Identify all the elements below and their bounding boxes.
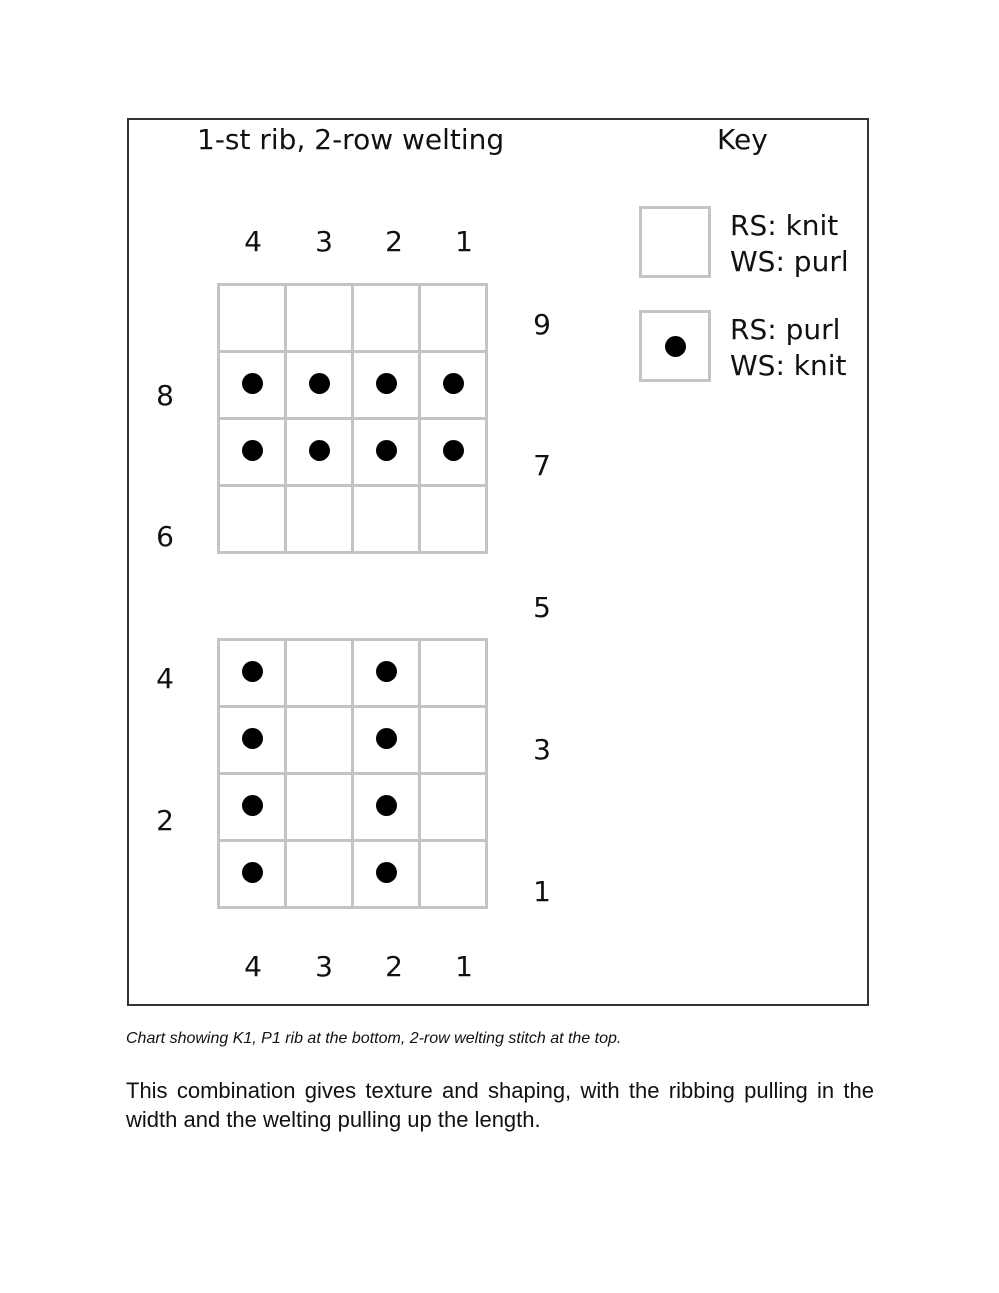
chart-row <box>219 285 487 352</box>
purl-stitch-cell <box>219 841 286 908</box>
knit-stitch-cell <box>219 486 286 553</box>
knit-stitch-cell <box>286 774 353 841</box>
purl-stitch-cell <box>420 352 487 419</box>
purl-dot-icon <box>242 795 263 816</box>
row-number-left: 4 <box>156 662 174 695</box>
knit-stitch-cell <box>420 640 487 707</box>
purl-dot-icon <box>242 661 263 682</box>
row-number-right: 3 <box>533 733 551 766</box>
knit-stitch-cell <box>420 707 487 774</box>
figure-caption: Chart showing K1, P1 rib at the bottom, 2-row welting stitch at the top. <box>126 1030 622 1047</box>
knit-stitch-cell <box>420 285 487 352</box>
welting-chart-grid <box>217 283 488 554</box>
purl-dot-icon <box>443 440 464 461</box>
purl-dot-icon <box>242 440 263 461</box>
purl-dot-icon <box>665 336 686 357</box>
purl-stitch-cell <box>219 352 286 419</box>
purl-stitch-cell <box>420 419 487 486</box>
stitch-number-top: 2 <box>385 225 403 258</box>
chart-row <box>219 352 487 419</box>
purl-stitch-cell <box>219 774 286 841</box>
purl-stitch-cell <box>219 640 286 707</box>
key-dot-square <box>639 310 711 382</box>
purl-stitch-cell <box>353 419 420 486</box>
row-number-right: 7 <box>533 449 551 482</box>
key-dot-rs-label: RS: purl <box>730 313 841 346</box>
key-title: Key <box>717 123 768 156</box>
purl-stitch-cell <box>219 707 286 774</box>
row-number-right: 1 <box>533 875 551 908</box>
purl-dot-icon <box>443 373 464 394</box>
key-blank-rs-label: RS: knit <box>730 209 839 242</box>
row-number-right: 5 <box>533 591 551 624</box>
purl-dot-icon <box>376 795 397 816</box>
chart-title: 1-st rib, 2-row welting <box>197 123 505 156</box>
knit-stitch-cell <box>353 285 420 352</box>
stitch-number-bottom: 1 <box>455 950 473 983</box>
purl-stitch-cell <box>353 707 420 774</box>
purl-stitch-cell <box>353 774 420 841</box>
knit-stitch-cell <box>286 640 353 707</box>
purl-dot-icon <box>376 862 397 883</box>
purl-dot-icon <box>242 728 263 749</box>
row-number-left: 2 <box>156 804 174 837</box>
purl-dot-icon <box>376 728 397 749</box>
knitting-chart-figure <box>127 118 869 1006</box>
rib-chart-grid <box>217 638 488 909</box>
knit-stitch-cell <box>353 486 420 553</box>
purl-stitch-cell <box>353 841 420 908</box>
purl-stitch-cell <box>353 640 420 707</box>
chart-row <box>219 486 487 553</box>
row-number-left: 8 <box>156 379 174 412</box>
chart-row <box>219 419 487 486</box>
chart-row <box>219 640 487 707</box>
purl-stitch-cell <box>353 352 420 419</box>
chart-row <box>219 841 487 908</box>
key-dot-ws-label: WS: knit <box>730 349 847 382</box>
knit-stitch-cell <box>286 285 353 352</box>
purl-dot-icon <box>309 373 330 394</box>
purl-dot-icon <box>242 373 263 394</box>
knit-stitch-cell <box>420 486 487 553</box>
knit-stitch-cell <box>286 707 353 774</box>
chart-row <box>219 707 487 774</box>
purl-dot-icon <box>376 373 397 394</box>
knit-stitch-cell <box>420 774 487 841</box>
purl-stitch-cell <box>286 419 353 486</box>
stitch-number-top: 4 <box>244 225 262 258</box>
purl-stitch-cell <box>219 419 286 486</box>
stitch-number-bottom: 4 <box>244 950 262 983</box>
stitch-number-bottom: 2 <box>385 950 403 983</box>
row-number-left: 6 <box>156 520 174 553</box>
purl-dot-icon <box>376 661 397 682</box>
knit-stitch-cell <box>420 841 487 908</box>
row-number-right: 9 <box>533 308 551 341</box>
key-blank-ws-label: WS: purl <box>730 245 849 278</box>
stitch-number-bottom: 3 <box>315 950 333 983</box>
purl-dot-icon <box>242 862 263 883</box>
purl-dot-icon <box>376 440 397 461</box>
knit-stitch-cell <box>219 285 286 352</box>
purl-dot-icon <box>309 440 330 461</box>
knit-stitch-cell <box>286 841 353 908</box>
stitch-number-top: 3 <box>315 225 333 258</box>
body-paragraph: This combination gives texture and shaping, with the ribbing pulling in the width and the welting pulling up the length. <box>126 1078 874 1132</box>
chart-row <box>219 774 487 841</box>
purl-stitch-cell <box>286 352 353 419</box>
stitch-number-top: 1 <box>455 225 473 258</box>
knit-stitch-cell <box>286 486 353 553</box>
key-blank-square <box>639 206 711 278</box>
